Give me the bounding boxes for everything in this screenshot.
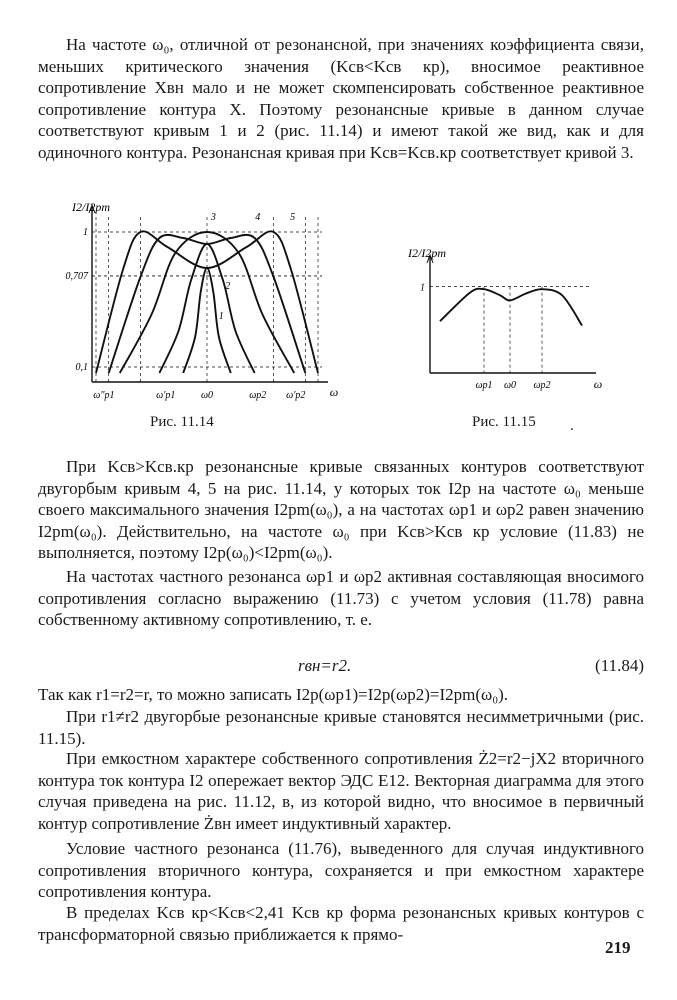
paragraph-6-text: При емкостном характере собственного сопротивления Ż2=r2−jX2 вторичного контура ток контура I2 опережает вектор ЭДС E12. Векторная диаграмма для этого случая приведена на рис. 11.12, в, из которой видно, что вносимое в первичный контур сопротивление Żвн имеет индуктивный характер. (38, 749, 644, 833)
y-tick-label: 1 (83, 227, 88, 238)
paragraph-8 (38, 902, 644, 945)
page-number: 219 (605, 938, 631, 957)
x-tick-label: ω0 (200, 390, 214, 401)
equation-number: (11.84) (595, 656, 644, 675)
y-axis-label: I2/I2pm (72, 200, 110, 214)
curve-label-4: 4 (255, 212, 261, 223)
figure-11-15-caption: Рис. 11.15 (472, 414, 536, 430)
y-axis-label: I2/I2pm (408, 246, 446, 260)
curve-label-3: 3 (210, 212, 216, 223)
x-tick-label: ωp2 (533, 380, 551, 391)
figure-11-14 (40, 195, 340, 410)
x-tick-label: ω′p1 (156, 390, 176, 401)
paragraph-1-text: На частоте ω₀, отличной от резонансной, при значениях коэффициента связи, меньших критического значения (Kсв<Kсв кр), вносимое реактивное сопротивление Xвн мало и не может скомпенсировать собственное реактивное сопротивление контура X. Поэтому резонансные кривые в данном случае соответствуют кривым 1 и 2 (рис. 11.14) и имеют такой же вид, как и для одиночного контура. Резонансная кривая при Kсв=Kсв.кр соответствует кривой 3. (38, 35, 644, 162)
curve-asym (440, 289, 582, 326)
paragraph-3-text: На частотах частного резонанса ωр1 и ωр2 активная составляющая вносимого сопротивления согласно выражению (11.73) с учетом условия (11.78) равна собственному активному сопротивлению, т. е. (38, 567, 644, 629)
paragraph-4-text: Так как r1=r2=r, то можно записать I2р(ωр1)=I2р(ωр2)=I2pm(ω₀). (38, 685, 509, 704)
paragraph-2-text: При Kсв>Kсв.кр резонансные кривые связанных контуров соответствуют двугорбым кривым 4, 5 на рис. 11.14, у которых ток I2р на частоте ω₀ меньше своего максимального значения I2pm(ω₀), а на частотах ωр1 и ωр2 равен значению I2pm(ω₀). Действительно, на частоте ω₀ при Kсв>Kсв кр условие (11.83) не выполняется, поэтому I2р(ω₀)<I2pm(ω₀). (38, 457, 644, 562)
paragraph-1 (38, 34, 644, 163)
figure-11-15-axes (427, 255, 596, 373)
curve-label-2: 2 (225, 281, 231, 292)
equation-body: rвн=r2. (298, 656, 352, 675)
stray-mark: . (570, 418, 574, 434)
paragraph-6 (38, 748, 644, 834)
x-tick-label: ω0 (503, 380, 517, 391)
paragraph-7 (38, 838, 644, 903)
x-axis-label: ω (329, 385, 339, 399)
figure-11-15 (400, 245, 610, 410)
y-tick-label: 0,1 (75, 362, 88, 373)
x-tick-label: ω″p1 (93, 390, 115, 401)
y-tick-label: 0,707 (65, 270, 88, 282)
paragraph-7-text: Условие частного резонанса (11.76), выведенного для случая индуктивного сопротивления вторичного контура, сохраняется и при емкостном характере сопротивления контура. (38, 839, 644, 901)
paragraph-4 (38, 684, 644, 706)
x-tick-label: ωp2 (249, 390, 267, 401)
paragraph-8-text: В пределах Kсв кр<Kсв<2,41 Kсв кр форма резонансных кривых контуров с трансформаторной связью приближается к прямо- (38, 903, 644, 944)
equation-11-84 (38, 656, 644, 678)
figure-11-14-labels (66, 200, 339, 401)
figure-11-15-curves (440, 289, 582, 326)
y-tick-label: 1 (420, 282, 425, 294)
paragraph-5-text: При r1≠r2 двугорбые резонансные кривые становятся несимметричными (рис. 11.15). (38, 707, 644, 748)
x-tick-label: ωp1 (475, 380, 493, 391)
paragraph-2 (38, 456, 644, 564)
figure-11-14-caption: Рис. 11.14 (150, 414, 214, 430)
curve-label-5: 5 (290, 212, 296, 223)
paragraph-5 (38, 706, 644, 749)
paragraph-3 (38, 566, 644, 631)
x-tick-label: ω′p2 (286, 390, 306, 401)
figure-11-15-labels (407, 246, 602, 391)
x-axis-label: ω (593, 377, 603, 391)
curve-label-1: 1 (218, 311, 224, 322)
